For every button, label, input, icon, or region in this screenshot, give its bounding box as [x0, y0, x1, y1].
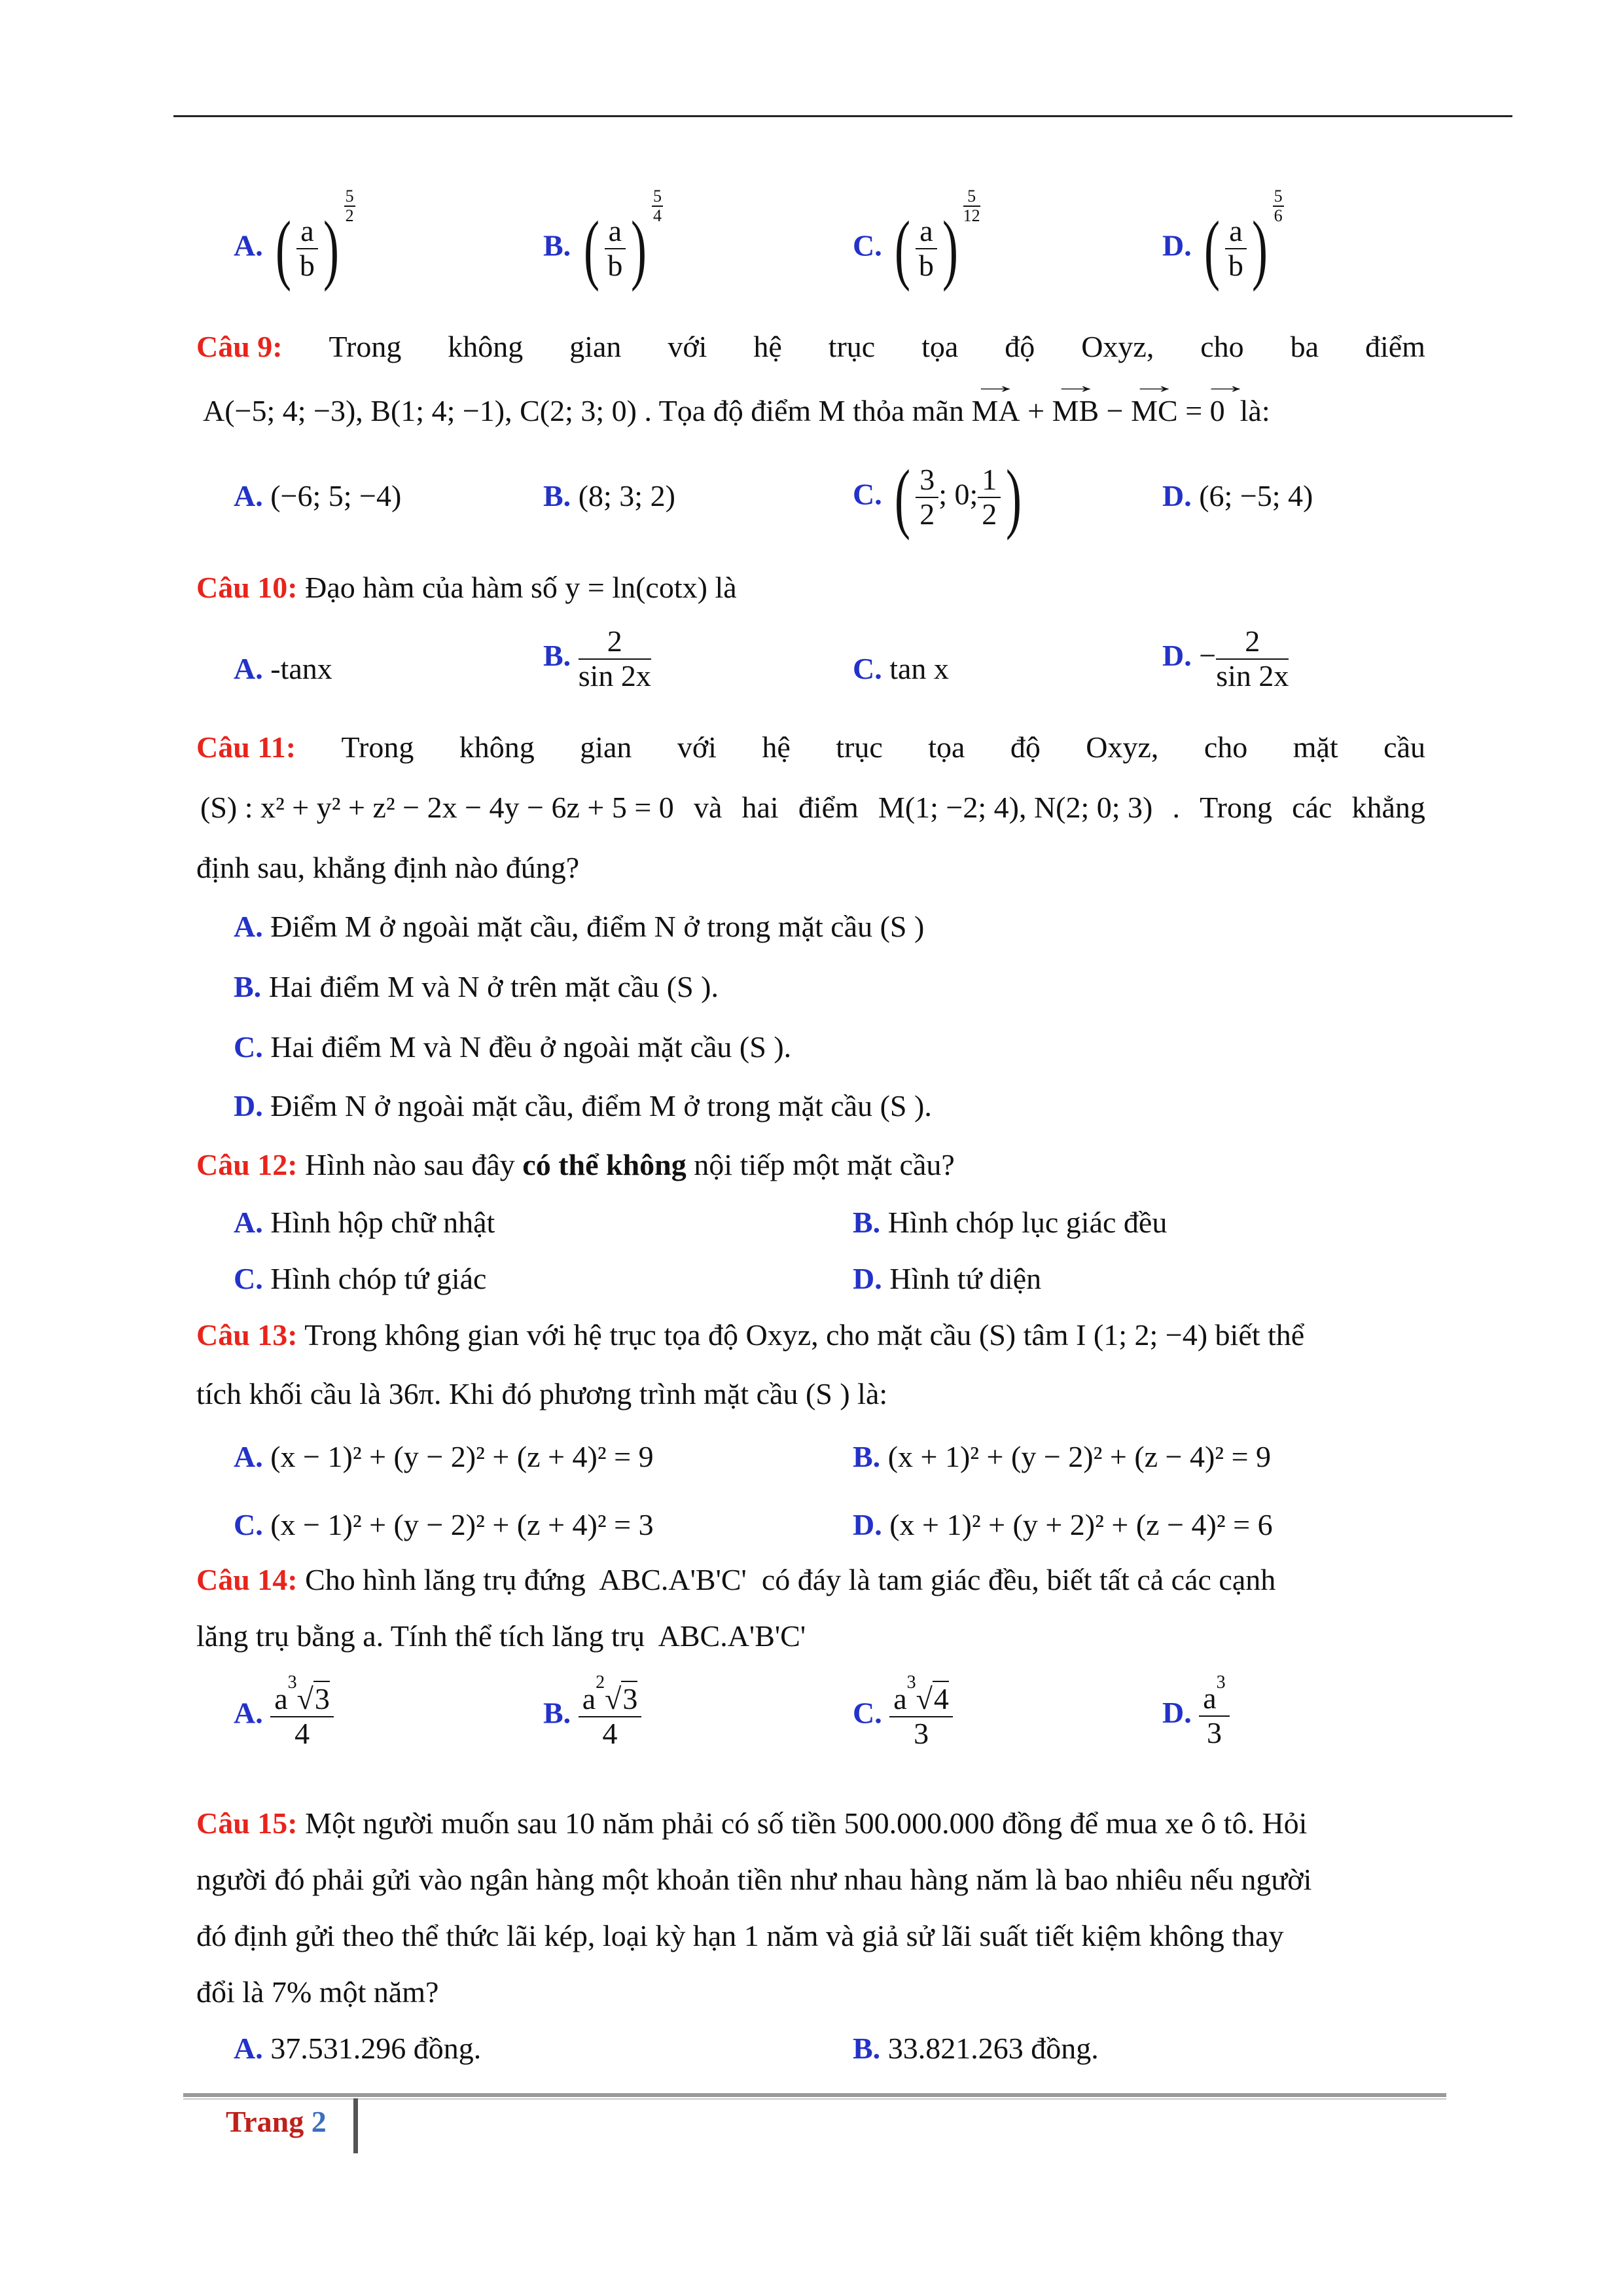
- q11-line-2: (S) : x² + y² + z² − 2x − 4y − 6z + 5 = 0 và hai điểm M(1; −2; 4), N(2; 0; 3) . Trong các khẳng: [200, 788, 1425, 827]
- vector-ma: → MA: [971, 391, 1020, 431]
- question-label: Câu 9:: [196, 330, 283, 363]
- question-label: Câu 13:: [196, 1318, 298, 1352]
- q8-option-c[interactable]: C. ( $\frac{a}{b}$ ) $\frac{5}{12}$: [853, 187, 980, 292]
- footer-rule: [183, 2093, 1446, 2097]
- q10-option-c[interactable]: C. tan x: [853, 652, 949, 685]
- q14-line-2: lăng trụ bằng a. Tính thể tích lăng trụ ABC.A'B'C': [196, 1619, 806, 1653]
- q10-option-d[interactable]: D. − $\frac{2}{\sin 2x}$: [1162, 624, 1289, 692]
- q11-option-b[interactable]: B. Hai điểm M và N ở trên mặt cầu (S ).: [234, 970, 719, 1003]
- q15-line-3: đó định gửi theo thể thức lãi kép, loại kỳ hạn 1 năm và giả sử lãi suất tiết kiệm không thay: [196, 1919, 1284, 1952]
- q8-option-a[interactable]: A. ( $\frac{a}{b}$ ) $\frac{5}{2}$: [234, 187, 354, 292]
- q10-stem: Câu 10: Đạo hàm của hàm số y = ln(cotx) là: [196, 571, 737, 604]
- q9-option-d[interactable]: D. (6; −5; 4): [1162, 479, 1313, 512]
- q13-line-2: tích khối cầu là 36π. Khi đó phương trình mặt cầu (S ) là:: [196, 1377, 888, 1410]
- q12-option-b[interactable]: B. Hình chóp lục giác đều: [853, 1206, 1168, 1239]
- vector-mc: → MC: [1131, 391, 1178, 431]
- exponent: $\frac{5}{2}$: [345, 187, 354, 225]
- vector-mb: → MB: [1052, 391, 1099, 431]
- q12-option-a[interactable]: A. Hình hộp chữ nhật: [234, 1206, 495, 1239]
- q8-option-b[interactable]: B. ( $\frac{a}{b}$ ) $\frac{5}{4}$: [543, 187, 662, 292]
- q15-line-4: đổi là 7% một năm?: [196, 1975, 439, 2009]
- question-label: Câu 15:: [196, 1806, 298, 1840]
- q11-line-3: định sau, khẳng định nào đúng?: [196, 851, 580, 884]
- footer-rule-light: [183, 2098, 1446, 2100]
- vector-zero: → 0: [1210, 391, 1225, 431]
- q9-line-1: Câu 9: Trong không gian với hệ trục tọa độ Oxyz, cho ba điểm: [196, 327, 1425, 367]
- q9-option-b[interactable]: B. (8; 3; 2): [543, 479, 675, 512]
- q14-option-b[interactable]: B. $\frac{a^2√3}{4}$: [543, 1682, 641, 1750]
- q12-option-c[interactable]: C. Hình chóp tứ giác: [234, 1262, 487, 1295]
- q13-option-d[interactable]: D. (x + 1)² + (y + 2)² + (z − 4)² = 6: [853, 1508, 1273, 1541]
- q9-option-c[interactable]: C. ( $\frac{3}{2}$ ; 0; $\frac{1}{2}$ ): [853, 454, 1022, 541]
- q14-line-1: Câu 14: Cho hình lăng trụ đứng ABC.A'B'C' có đáy là tam giác đều, biết tất cả các cạnh: [196, 1563, 1276, 1596]
- q11-option-c[interactable]: C. Hai điểm M và N đều ở ngoài mặt cầu (S ).: [234, 1030, 792, 1064]
- q14-option-c[interactable]: C. $\frac{a^3√4}{3}$: [853, 1682, 953, 1750]
- q13-option-b[interactable]: B. (x + 1)² + (y − 2)² + (z − 4)² = 9: [853, 1440, 1272, 1473]
- q14-option-d[interactable]: D. $\frac{a^3}{3}$: [1162, 1682, 1230, 1749]
- q15-option-a[interactable]: A. 37.531.296 đồng.: [234, 2032, 482, 2065]
- q9-line-2: A(−5; 4; −3), B(1; 4; −1), C(2; 3; 0) . Tọa độ điểm M thỏa mãn → MA + → MB − → MC = → 0 là:: [203, 391, 1270, 431]
- q12-stem: Câu 12: Hình nào sau đây có thể không nội tiếp một mặt cầu?: [196, 1148, 955, 1181]
- q11-option-d[interactable]: D. Điểm N ở ngoài mặt cầu, điểm M ở trong mặt cầu (S ).: [234, 1089, 932, 1122]
- q13-option-a[interactable]: A. (x − 1)² + (y − 2)² + (z + 4)² = 9: [234, 1440, 654, 1473]
- paren-right: ): [323, 205, 339, 292]
- page-number: Trang 2: [226, 2105, 327, 2138]
- q12-option-d[interactable]: D. Hình tứ diện: [853, 1262, 1042, 1295]
- q14-option-a[interactable]: A. $\frac{a^3√3}{4}$: [234, 1682, 334, 1750]
- q15-line-2: người đó phải gửi vào ngân hàng một khoản tiền như nhau hàng năm là bao nhiêu nếu người: [196, 1863, 1312, 1896]
- q10-option-b[interactable]: B. $\frac{2}{\sin 2x}$: [543, 624, 651, 692]
- q10-option-a[interactable]: A. -tanx: [234, 652, 332, 685]
- paren-left: (: [276, 205, 292, 292]
- footer-separator: [353, 2098, 358, 2153]
- question-label: Câu 10:: [196, 571, 298, 604]
- q13-line-1: Câu 13: Trong không gian với hệ trục tọa độ Oxyz, cho mặt cầu (S) tâm I (1; 2; −4) biết thể: [196, 1318, 1305, 1352]
- q15-line-1: Câu 15: Một người muốn sau 10 năm phải có số tiền 500.000.000 đồng để mua xe ô tô. Hỏi: [196, 1806, 1308, 1840]
- header-rule: [173, 115, 1512, 117]
- q15-option-b[interactable]: B. 33.821.263 đồng.: [853, 2032, 1099, 2065]
- q9-option-a[interactable]: A. (−6; 5; −4): [234, 479, 402, 512]
- question-label: Câu 12:: [196, 1148, 298, 1181]
- q11-option-a[interactable]: A. Điểm M ở ngoài mặt cầu, điểm N ở trong mặt cầu (S ): [234, 910, 925, 943]
- q8-option-d[interactable]: D. ( $\frac{a}{b}$ ) $\frac{5}{6}$: [1162, 187, 1283, 292]
- sphere-equation: (S) : x² + y² + z² − 2x − 4y − 6z + 5 = 0: [200, 791, 674, 824]
- question-label: Câu 11:: [196, 730, 296, 764]
- q11-line-1: Câu 11: Trong không gian với hệ trục tọa độ Oxyz, cho mặt cầu: [196, 728, 1425, 767]
- question-label: Câu 14:: [196, 1563, 298, 1596]
- q13-option-c[interactable]: C. (x − 1)² + (y − 2)² + (z + 4)² = 3: [234, 1508, 654, 1541]
